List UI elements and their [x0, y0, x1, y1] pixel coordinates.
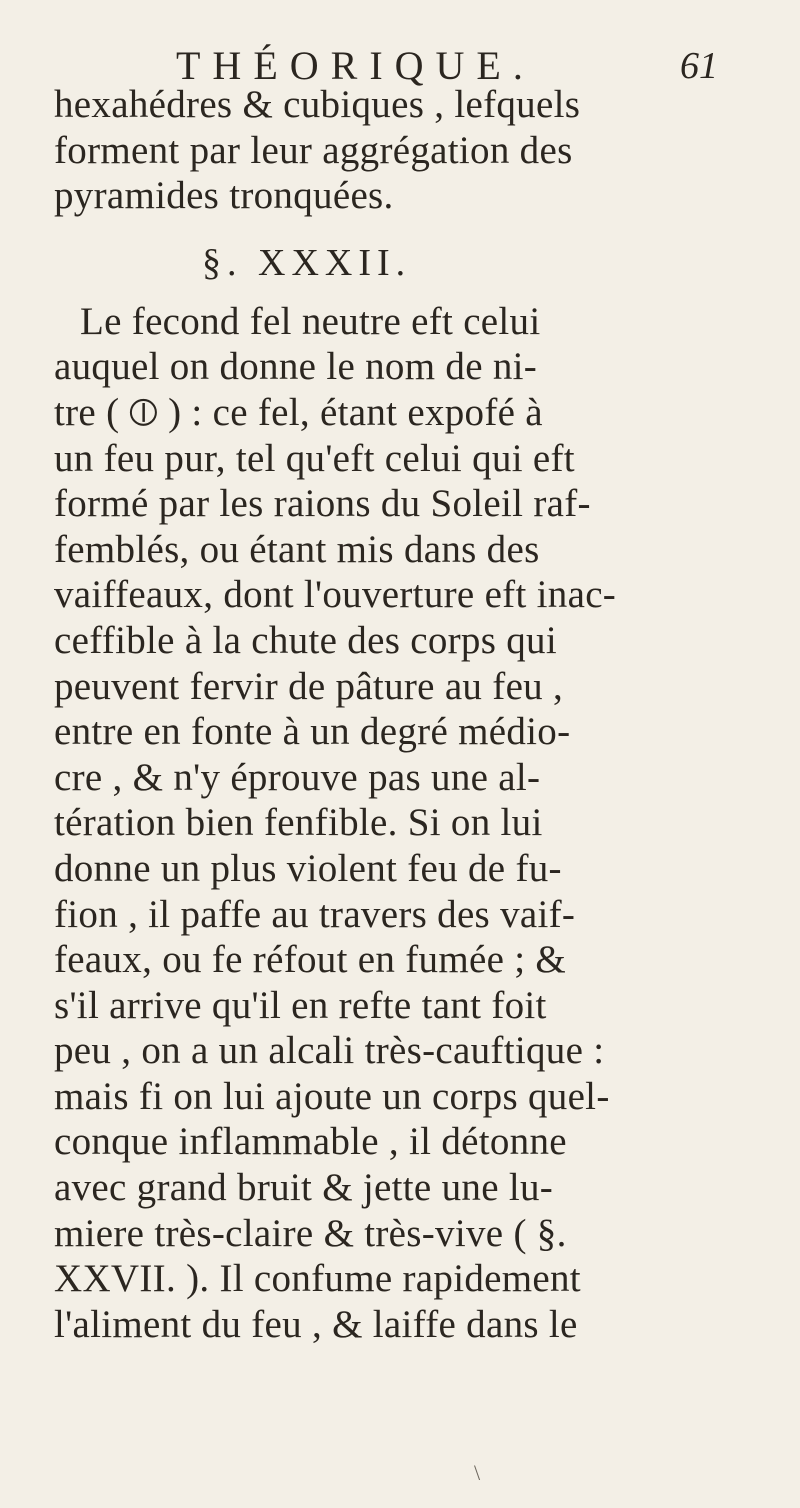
- paragraph-first-line: Le fecond fel neutre eft celui: [80, 299, 541, 343]
- body-text: [54, 82, 734, 1347]
- text-line: avec grand bruit & jette une lu-: [54, 1166, 554, 1210]
- text-line: forment par leur aggrégation des: [54, 128, 573, 172]
- text-line: s'il arrive qu'il en refte tant foit: [54, 983, 547, 1027]
- text-line: cre , & n'y éprouve pas une al-: [54, 755, 541, 799]
- text-line: pyramides tronquées.: [54, 174, 394, 218]
- text-line: l'aliment du feu , & laiffe dans le: [54, 1302, 578, 1346]
- running-title: THÉORIQUE.: [176, 43, 535, 88]
- text-line: un feu pur, tel qu'eft celui qui eft: [54, 436, 575, 480]
- text-line: mais fi on lui ajoute un corps quel-: [54, 1074, 610, 1118]
- text-line: entre en fonte à un degré médio-: [54, 710, 571, 754]
- text-line: donne un plus violent feu de fu-: [54, 846, 562, 890]
- text-line: fion , il paffe au travers des vaif-: [54, 892, 576, 936]
- text-line: vaiffeaux, dont l'ouverture eft inac-: [54, 573, 617, 617]
- text-line: peuvent fervir de pâture au feu ,: [54, 664, 564, 708]
- text-line: auquel on donne le nom de ni-: [54, 345, 538, 389]
- text-line: XXVII. ). Il confume rapidement: [54, 1257, 581, 1301]
- text-line: hexahédres & cubiques , lefquels: [54, 83, 581, 126]
- section-heading: §. XXXII.: [202, 241, 412, 284]
- text-line: ceffible à la chute des corps qui: [54, 618, 557, 662]
- text-line: tération bien fenfible. Si on lui: [54, 801, 543, 845]
- text-line: formé par les raions du Soleil raf-: [54, 482, 591, 526]
- text-line: peu , on a un alcali très-cauftique :: [54, 1029, 605, 1073]
- page-number: 61: [680, 45, 718, 87]
- text-line: miere très-claire & très-vive ( §.: [54, 1211, 567, 1255]
- text-line: conque inflammable , il détonne: [54, 1120, 567, 1164]
- stray-mark: \: [474, 1460, 481, 1485]
- text-line: tre ( ⦶ ) : ce fel, étant expofé à: [54, 390, 543, 434]
- text-line: feaux, ou fe réfout en fumée ; &: [54, 938, 567, 982]
- text-line: femblés, ou étant mis dans des: [54, 527, 540, 571]
